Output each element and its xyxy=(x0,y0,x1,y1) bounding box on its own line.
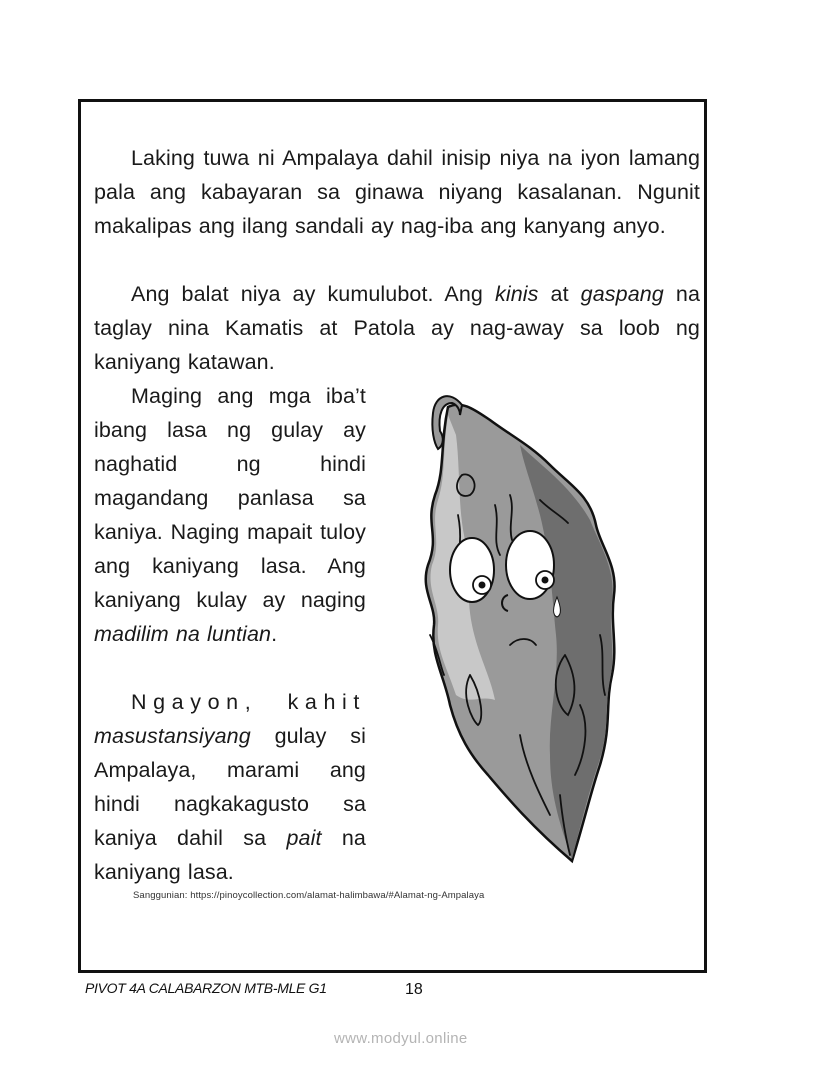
story-paragraph-3 xyxy=(94,379,366,651)
paragraph-2-text: at xyxy=(538,282,581,306)
emphasis-masustansiyang: masustansiyang xyxy=(94,724,251,748)
watermark: www.modyul.online xyxy=(334,1030,468,1047)
emphasis-gaspang: gaspang xyxy=(580,282,664,306)
emphasis-kinis: kinis xyxy=(495,282,539,306)
paragraph-1-text: Laking tuwa ni Ampalaya dahil inisip niya na iyon lamang pala ang kabayaran sa ginawa niyang kasalanan. Ngunit makalipas ang ilang sandali ay nag-iba ang kanyang anyo. xyxy=(94,146,700,238)
paragraph-3-text: Maging ang mga iba’t ibang lasa ng gulay ay naghatid ng hindi magandang panlasa sa kaniya. Naging mapait tuloy ang kaniyang lasa. Ang kaniyang kulay ay naging xyxy=(94,384,366,612)
paragraph-2-text: Ang balat niya ay kumulubot. Ang xyxy=(131,282,495,306)
story-paragraph-4 xyxy=(94,685,366,889)
source-citation: Sanggunian: https://pinoycollection.com/alamat-halimbawa/#Alamat-ng-Ampalaya xyxy=(133,890,485,901)
paragraph-4-text: gulay si Ampalaya, marami ang hindi nagkakagusto sa kaniya dahil sa xyxy=(94,724,366,850)
emphasis-pait: pait xyxy=(286,826,322,850)
paragraph-2-text: na taglay nina Kamatis at Patola ay nag-away sa loob ng kaniyang katawan. xyxy=(94,282,700,374)
story-paragraph-2 xyxy=(94,277,700,379)
ampalaya-illustration xyxy=(400,375,630,875)
page-number: 18 xyxy=(405,981,423,998)
emphasis-madilim-na-luntian: madilim na luntian xyxy=(94,622,272,646)
paragraph-3-text: . xyxy=(271,622,278,646)
paragraph-4-lead: Ngayon, kahit xyxy=(131,690,366,714)
footer-module-label: PIVOT 4A CALABARZON MTB-MLE G1 xyxy=(85,980,327,996)
story-paragraph-1 xyxy=(94,141,700,243)
paragraph-4-text: na kaniyang lasa. xyxy=(94,826,366,884)
